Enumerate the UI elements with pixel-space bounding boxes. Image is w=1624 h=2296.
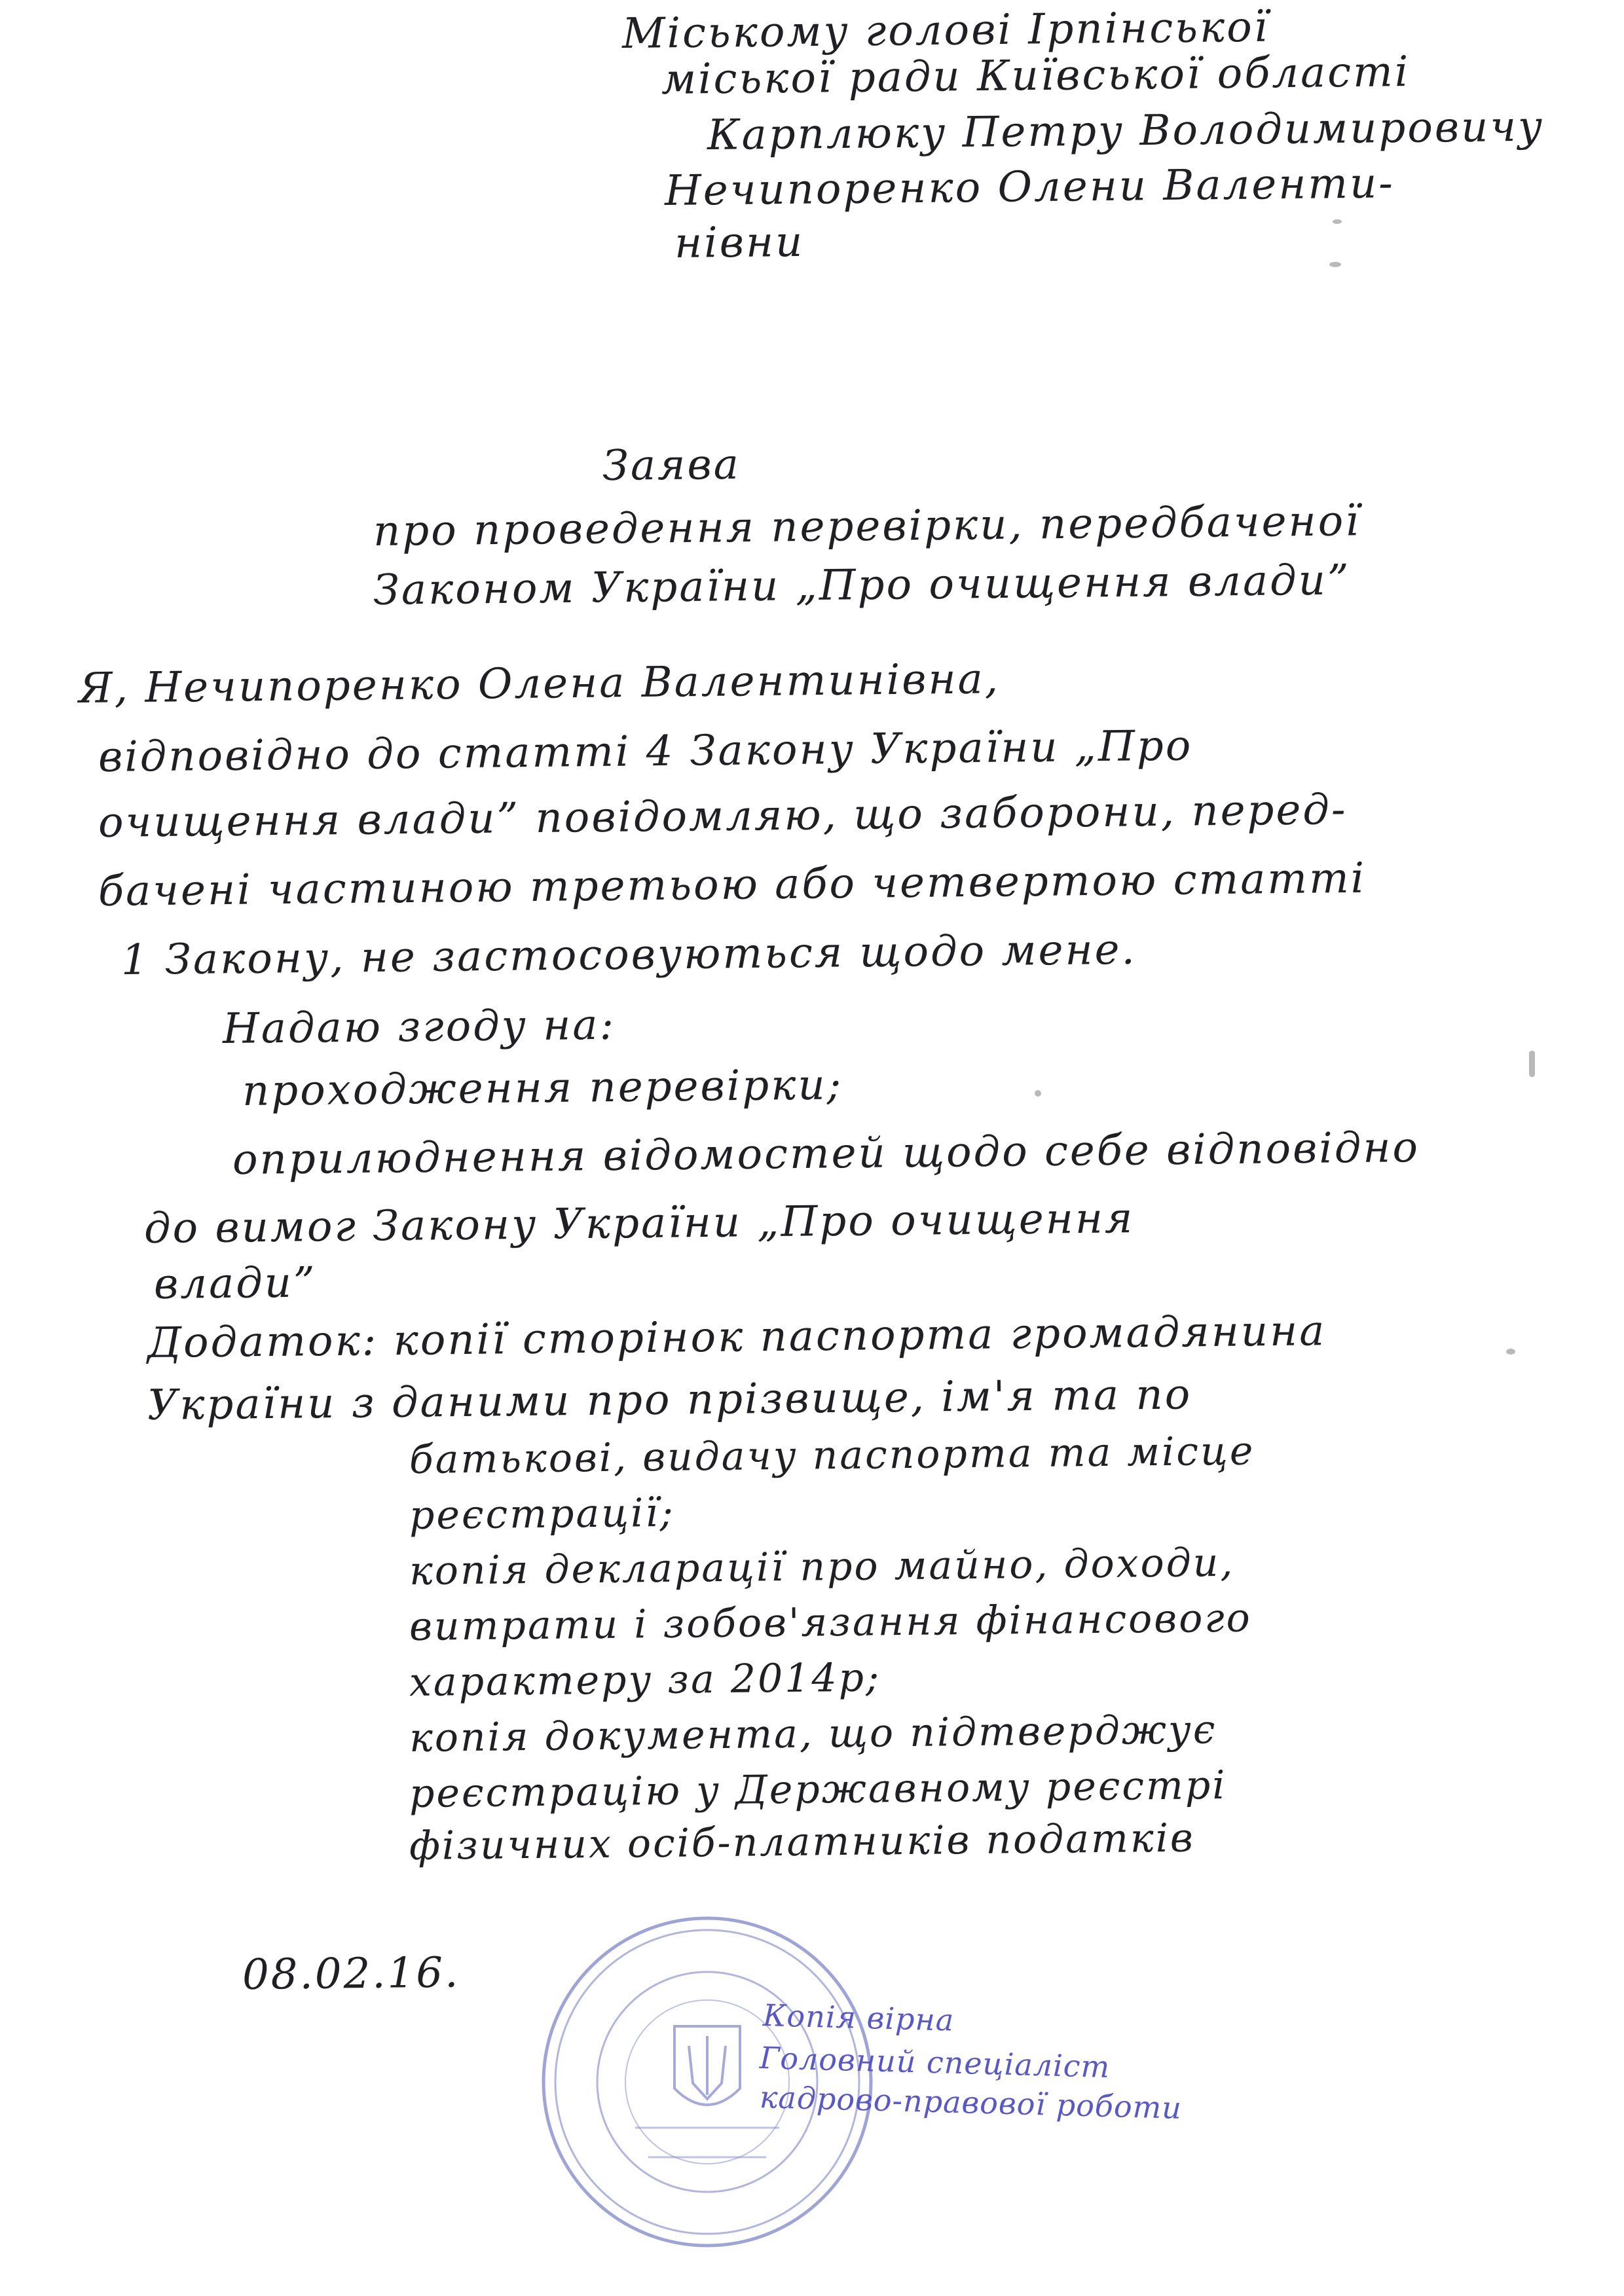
attachment-line-6: витрати і зобов'язання фінансового	[409, 1595, 1253, 1650]
addressee-line-3: Карплюку Петру Володимировичу	[707, 102, 1545, 160]
attachment-line-9: реєстрацію у Державному реєстрі	[409, 1762, 1227, 1817]
subtitle-line-1: про проведення перевірки, передбаченої	[373, 497, 1361, 556]
body-line-4: бачені частиною третьою або четвертою статті	[98, 854, 1367, 916]
scan-speck	[1333, 219, 1342, 224]
document-title: Заява	[602, 440, 741, 490]
body-line-2: відповідно до статті 4 Закону України „Про	[98, 721, 1193, 782]
attachment-line-5: копія декларації про майно, доходи,	[409, 1539, 1235, 1594]
attachment-line-3: батькові, видачу паспорта та місце	[409, 1428, 1255, 1483]
attachment-line-1: Додаток: копії сторінок паспорта громадянина	[147, 1307, 1327, 1368]
scan-speck	[1506, 1349, 1515, 1355]
consent-line-3: до вимог Закону України „Про очищення	[143, 1194, 1135, 1253]
body-line-3: очищення влади” повідомляю, що заборони, перед-	[98, 786, 1348, 847]
addressee-line-4: Нечипоренко Олени Валенти-	[664, 159, 1395, 215]
consent-line-2: оприлюднення відомостей щодо себе відповідно	[232, 1123, 1420, 1184]
scan-speck	[1035, 1090, 1041, 1097]
body-line-1: Я, Нечипоренко Олена Валентинівна,	[78, 655, 1001, 713]
scan-speck	[1329, 262, 1341, 267]
date-text: 08.02.16.	[242, 1948, 460, 1999]
attachment-line-4: реєстрації;	[409, 1489, 676, 1539]
consent-heading: Надаю згоду на:	[222, 1000, 616, 1053]
certification-line-1: Копія вірна	[762, 1997, 955, 2038]
addressee-line-5: нівни	[674, 217, 805, 268]
consent-line-1: проходження перевірки;	[242, 1061, 843, 1116]
scan-speck	[1529, 1051, 1535, 1077]
body-line-5: 1 Закону, не застосовуються щодо мене.	[120, 925, 1137, 985]
addressee-line-1: Міському голові Ірпінської	[621, 3, 1270, 58]
attachment-line-2: України з даними про прізвище, ім'я та по	[147, 1370, 1192, 1430]
certification-line-3: кадрово-правової роботи	[759, 2079, 1183, 2126]
addressee-line-2: міської ради Київської області	[661, 48, 1411, 104]
subtitle-line-2: Законом України „Про очищення влади”	[373, 556, 1351, 615]
attachment-line-8: копія документа, що підтверджує	[409, 1707, 1217, 1761]
attachment-line-10: фізичних осіб-платників податків	[409, 1815, 1196, 1869]
attachment-line-7: характеру за 2014р;	[409, 1654, 881, 1705]
certification-line-2: Головний спеціаліст	[759, 2040, 1111, 2085]
consent-line-4: влади”	[153, 1258, 318, 1309]
